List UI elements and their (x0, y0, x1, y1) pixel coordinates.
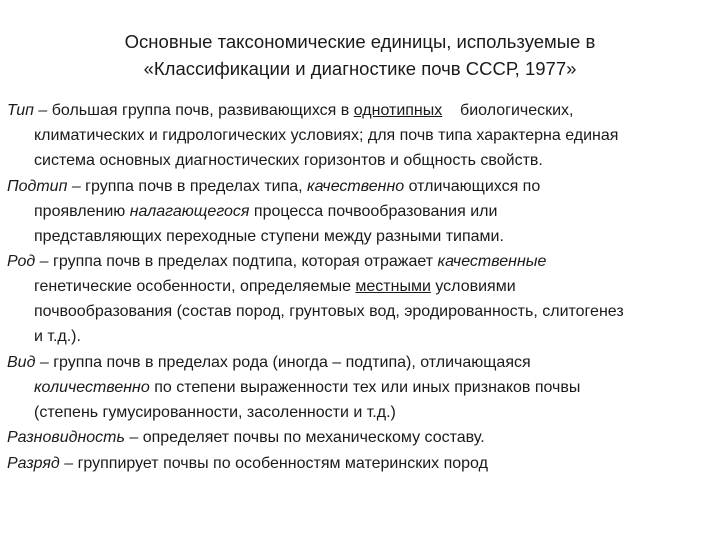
definition-razryad: Разряд – группирует почвы по особенностям материнских пород (7, 454, 488, 472)
term-podtip: Подтип (7, 177, 68, 195)
underlined-word: однотипных (353, 102, 443, 119)
definition-rod: Род – группа почв в пределах подтипа, которая отражает качественные генетические особенности, определяемые местными условиями почвообразования (состав пород, грунтовых вод, эродированность, слитогенез и т.д.). (7, 253, 624, 345)
title-line-2: «Классификации и диагностике почв СССР, 1977» (143, 58, 577, 79)
definition-podtip: Подтип – группа почв в пределах типа, качественно отличающихся по проявлению налагающегося процесса почвообразования или представляющих переходные ступени между разными типами. (7, 177, 541, 245)
term-rod: Род (7, 253, 36, 270)
definition-tip: Тип – большая группа почв, развивающихся в однотипных биологических, климатических и гидрологических условиях; для почв типа характерна единая система основных диагностических горизонтов и общность свойств. (7, 102, 619, 169)
title-line-1: Основные таксономические единицы, используемые в (124, 31, 596, 52)
definitions-list (7, 98, 715, 476)
definition-vid: Вид – группа почв в пределах рода (иногда – подтипа), отличающаяся количественно по степени выраженности тех или иных признаков почвы (степень гумусированности, засоленности и т.д.) (7, 353, 581, 421)
term-razryad: Разряд (7, 454, 60, 472)
term-raznovidnost: Разновидность (7, 429, 125, 446)
term-tip: Тип (7, 102, 34, 119)
page-title (40, 28, 680, 82)
underlined-word: местными (355, 278, 431, 295)
term-vid: Вид (7, 353, 36, 371)
definition-raznovidnost: Разновидность – определяет почвы по механическому составу. (7, 429, 485, 446)
